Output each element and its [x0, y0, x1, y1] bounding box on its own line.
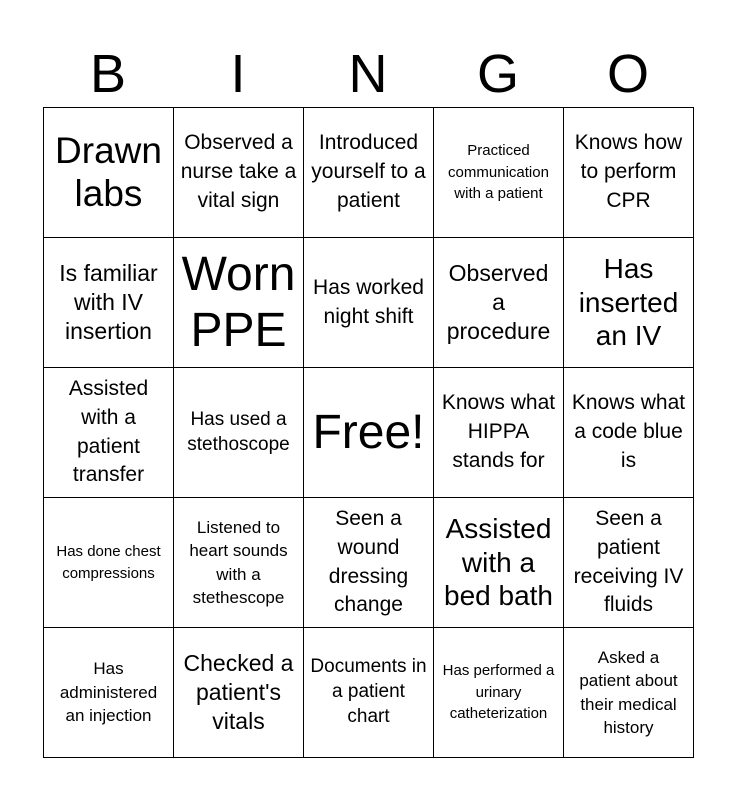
cell-text: Drawn labs: [55, 129, 162, 214]
cell-text: Documents in a patient chart: [310, 656, 427, 727]
cell-text: Knows what HIPPA stands for: [441, 391, 556, 472]
cell-text: Has administered an injection: [59, 659, 158, 726]
bingo-cell[interactable]: [434, 498, 564, 628]
bingo-cell[interactable]: [434, 628, 564, 758]
bingo-cell[interactable]: [174, 368, 304, 498]
bingo-cell[interactable]: [174, 108, 304, 238]
cell-text: Has worked night shift: [313, 275, 424, 328]
cell-text: Has used a stethoscope: [187, 408, 290, 455]
bingo-cell[interactable]: [304, 238, 434, 368]
bingo-cell[interactable]: [564, 238, 694, 368]
cell-text: Has inserted an IV: [578, 253, 679, 352]
cell-text: Assisted with a patient transfer: [68, 376, 149, 487]
cell-text: Seen a patient receiving IV fluids: [573, 506, 684, 617]
cell-text: Knows how to perform CPR: [574, 131, 683, 212]
bingo-cell[interactable]: [434, 238, 564, 368]
bingo-cell[interactable]: [564, 498, 694, 628]
header-letter-b: B: [89, 44, 127, 104]
bingo-header: [43, 40, 693, 108]
cell-text: Asked a patient about their medical history: [579, 647, 678, 737]
board-row-1: [44, 108, 694, 238]
free-space-text: Free!: [312, 405, 425, 459]
cell-text: Has done chest compressions: [56, 542, 161, 582]
bingo-cell[interactable]: [44, 498, 174, 628]
cell-text: Worn PPE: [181, 248, 296, 357]
bingo-board: [43, 107, 694, 758]
cell-text: Knows what a code blue is: [571, 391, 686, 472]
header-letter-o: O: [606, 44, 649, 104]
cell-text: Assisted with a bed bath: [444, 513, 553, 612]
cell-text: Is familiar with IV insertion: [59, 259, 158, 345]
bingo-cell[interactable]: [174, 498, 304, 628]
header-letter-n: N: [348, 44, 388, 104]
bingo-cell[interactable]: [564, 108, 694, 238]
bingo-cell[interactable]: [434, 108, 564, 238]
bingo-cell[interactable]: [44, 108, 174, 238]
bingo-cell[interactable]: [44, 628, 174, 758]
cell-text: Introduced yourself to a patient: [311, 131, 426, 212]
board-row-3: [44, 368, 694, 498]
header-letter-g: G: [476, 44, 519, 104]
board-row-2: [44, 238, 694, 368]
cell-text: Seen a wound dressing change: [328, 506, 409, 617]
bingo-cell[interactable]: [44, 368, 174, 498]
cell-text: Observed a nurse take a vital sign: [180, 131, 297, 212]
free-space-cell[interactable]: [304, 368, 434, 498]
bingo-cell[interactable]: [174, 628, 304, 758]
header-letter-i: I: [230, 44, 246, 104]
board-row-4: [44, 498, 694, 628]
cell-text: Listened to heart sounds with a stethescope: [189, 517, 288, 607]
bingo-cell[interactable]: [174, 238, 304, 368]
bingo-cell[interactable]: [564, 368, 694, 498]
bingo-cell[interactable]: [304, 498, 434, 628]
board-row-5: [44, 628, 694, 758]
cell-text: Observed a procedure: [446, 259, 551, 345]
bingo-cell[interactable]: [304, 628, 434, 758]
bingo-cell[interactable]: [564, 628, 694, 758]
bingo-cell[interactable]: [434, 368, 564, 498]
bingo-cell[interactable]: [44, 238, 174, 368]
cell-text: Checked a patient's vitals: [183, 649, 294, 735]
bingo-cell[interactable]: [304, 108, 434, 238]
cell-text: Has performed a urinary catheterization: [442, 661, 555, 723]
cell-text: Practiced communication with a patient: [448, 141, 549, 203]
